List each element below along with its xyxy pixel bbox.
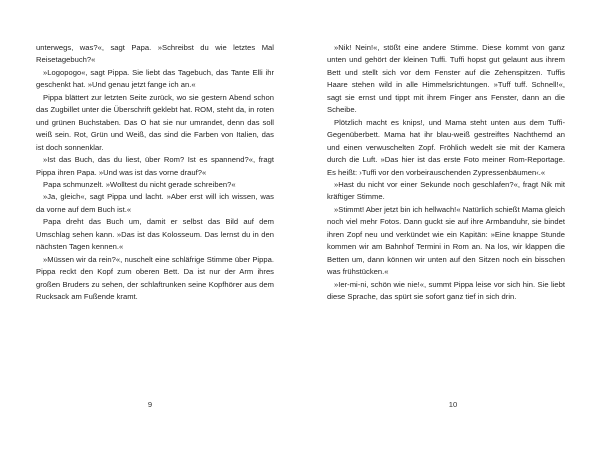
- left-page: [36, 42, 274, 304]
- paragraph: Pippa blättert zur letzten Seite zurück, wo sie gestern Abend schon das Zugbillet unter die Überschrift geklebt hat. ROM, steht da, in roten und grünen Buchstaben. Das O hat sie nur umrandet, denn das soll weiß sein. Rot, Grün und Weiß, das sind die Farben von Italien, das ist doch sonnenklar.: [36, 92, 274, 152]
- paragraph: Papa schmunzelt. »Wolltest du nicht gerade schreiben?«: [43, 179, 236, 189]
- paragraph: »Nik! Nein!«, stößt eine andere Stimme. Diese kommt von ganz unten und gehört der kleinen Tuffi. Tuffi hopst gut gelaunt aus ihrem Bett und stellt sich vor dem Fenster auf die Zehenspitzen. Tuffis Haare stehen wild in alle Himmelsrichtungen. »Tuff tuff. Schnell!«, sagt sie ernst und tippt mit ihrem Finger ans Fenster, dann an die Scheibe.: [327, 43, 565, 115]
- page-number: 10: [448, 400, 458, 409]
- paragraph: »Ier-mi-ni, schön wie nie!«, summt Pippa leise vor sich hin. Sie liebt diese Sprache, das spürt sie sofort ganz tief in sich drin.: [327, 279, 565, 302]
- page-number: 9: [147, 400, 153, 409]
- paragraph: »Stimmt! Aber jetzt bin ich hellwach!« Natürlich schießt Mama gleich noch viel mehr Fotos. Dann guckt sie auf ihre Armbanduhr, sie bindet ihren Zopf neu und verkündet wie ein Kapitän: »Eine knappe Stunde kommen wir am Bahnhof Termini in Rom an. Na los, wir klappen die Betten um, dann können wir unten auf den Sitzen noch ein bisschen was frühstücken.«: [327, 204, 565, 277]
- paragraph: »Ist das Buch, das du liest, über Rom? Ist es spannend?«, fragt Pippa ihren Papa. »Und was ist das vorne drauf?«: [36, 155, 274, 177]
- paragraph: Plötzlich macht es knips!, und Mama steht unten aus dem Tuffi-Gegenüberbett. Mama hat ihr blau-weiß gestreiftes Nachthemd an und einen verwuschelten Zopf. Fröhlich wedelt sie mit der Kamera durch die Luft. »Das hier ist das erste Foto meiner Rom-Reportage. Es heißt: ›Tuffi vor den vorbeirauschenden Zypressenbäumen‹.«: [327, 117, 565, 177]
- paragraph: »Logopogo«, sagt Pippa. Sie liebt das Tagebuch, das Tante Elli ihr geschenkt hat. »Und genau jetzt fange ich an.«: [36, 67, 274, 90]
- paragraph: »Müssen wir da rein?«, nuschelt eine schläfrige Stimme über Pippa. Pippa reckt den Kopf zum oberen Bett. Da ist nur der Arm ihres großen Bruders zu sehen, der schlaftrunken seine Kopfhörer aus dem Rucksack am Fußende kramt.: [36, 254, 274, 302]
- paragraph: unterwegs, was?«, sagt Papa. »Schreibst du wie letztes Mal Reisetagebuch?«: [36, 43, 274, 65]
- paragraph: Papa dreht das Buch um, damit er selbst das Bild auf dem Umschlag sehen kann. »Das ist das Kolosseum. Das lernst du in den nächsten Tagen kennen.«: [36, 217, 274, 252]
- right-page: [327, 42, 565, 304]
- paragraph: »Ja, gleich«, sagt Pippa und lacht. »Aber erst will ich wissen, was da vorne auf dem Buch ist.«: [36, 192, 274, 214]
- paragraph: »Hast du nicht vor einer Sekunde noch geschlafen?«, fragt Nik mit kräftiger Stimme.: [327, 179, 565, 202]
